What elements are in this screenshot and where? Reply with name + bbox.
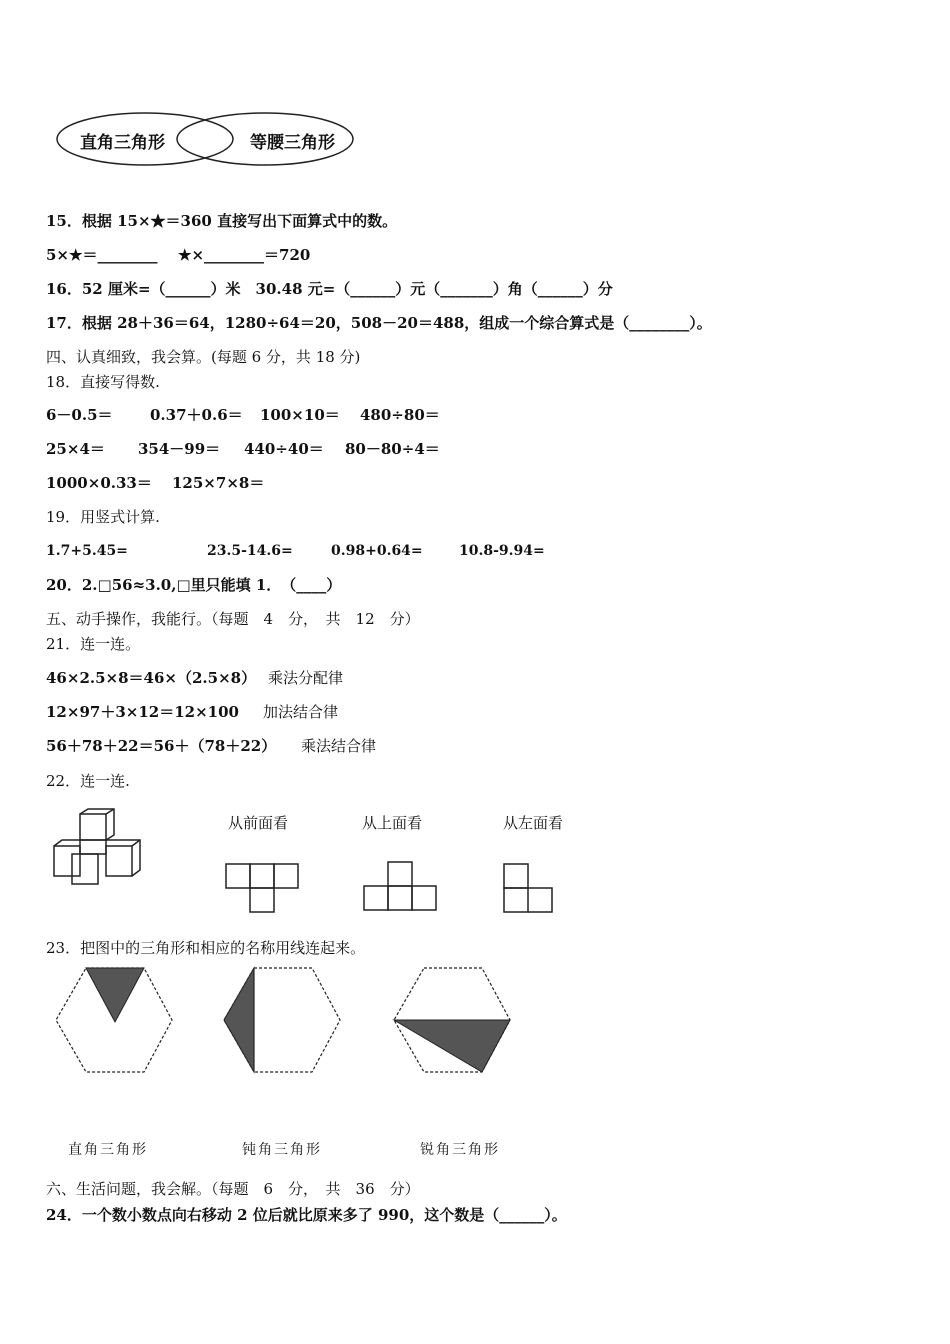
front-view-shape [222,858,312,918]
cube-stack-figure [50,808,160,888]
view-front-label: 从前面看 [228,814,289,832]
label-acute-triangle: 锐角三角形 [420,1142,500,1158]
q18-r2-c1: 25×4＝ [46,440,105,458]
q24-text: 24．一个数小数点向右移动 2 位后就比原来多了 990，这个数是（______）。 [46,1206,567,1224]
q22-text: 22．连一连. [46,772,130,790]
section5-title: 五、动手操作，我能行。（每题 4 分， 共 12 分） [46,610,420,628]
q18-r1-c4: 480÷80＝ [360,406,440,424]
view-top-label: 从上面看 [362,814,423,832]
section6-title: 六、生活问题，我会解。（每题 6 分， 共 36 分） [46,1180,420,1198]
hexagon-acute-triangle [388,962,518,1077]
q19-text: 19．用竖式计算. [46,508,160,526]
q18-r1-c1: 6－0.5＝ [46,406,113,424]
q21-law-3: 乘法结合律 [301,737,377,755]
q19-item-2: 23.5-14.6= [207,543,293,559]
venn-left-label: 直角三角形 [80,133,165,153]
q19-item-3: 0.98+0.64= [331,543,423,559]
q21-law-1: 乘法分配律 [268,669,344,687]
top-view-shape [360,858,450,918]
view-left-label: 从左面看 [503,814,564,832]
q21-expr-1: 46×2.5×8＝46×（2.5×8） [46,669,257,687]
q21-text: 21．连一连。 [46,635,141,653]
q15-text: 15．根据 15×★＝360 直接写出下面算式中的数。 [46,212,398,230]
label-obtuse-triangle: 钝角三角形 [242,1142,322,1158]
q15-b: ★×________＝720 [178,246,311,264]
left-view-shape [500,858,570,918]
q18-r3-c1: 1000×0.33＝ [46,474,152,492]
q18-r1-c2: 0.37＋0.6＝ [150,406,243,424]
q21-law-2: 加法结合律 [263,703,339,721]
q18-r3-c2: 125×7×8＝ [172,474,265,492]
q18-r2-c2: 354－99＝ [138,440,221,458]
q23-text: 23．把图中的三角形和相应的名称用线连起来。 [46,939,366,957]
q18-r2-c3: 440÷40＝ [244,440,324,458]
q21-expr-2: 12×97＋3×12＝12×100 [46,703,239,721]
q16-text: 16．52 厘米=（______）米 30.48 元=（______）元（_______）角（______）分 [46,280,613,298]
q18-text: 18．直接写得数. [46,373,160,391]
q19-item-1: 1.7+5.45= [46,543,128,559]
hexagon-obtuse-triangle [218,962,348,1077]
q15-a: 5×★＝________ [46,246,158,264]
q17-text: 17．根据 28＋36＝64，1280÷64＝20，508－20＝488，组成一个综合算式是（________）。 [46,314,712,332]
q19-item-4: 10.8-9.94= [459,543,545,559]
q18-r2-c4: 80－80÷4＝ [345,440,440,458]
q18-r1-c3: 100×10＝ [260,406,340,424]
q21-expr-3: 56＋78＋22＝56＋（78＋22） [46,737,277,755]
section4-title: 四、认真细致，我会算。(每题 6 分，共 18 分) [46,348,361,366]
label-right-triangle: 直角三角形 [68,1142,148,1158]
hexagon-right-triangle [50,962,180,1077]
q20-text: 20．2.□56≈3.0,□里只能填 1． （____） [46,576,342,594]
venn-right-label: 等腰三角形 [250,133,335,153]
